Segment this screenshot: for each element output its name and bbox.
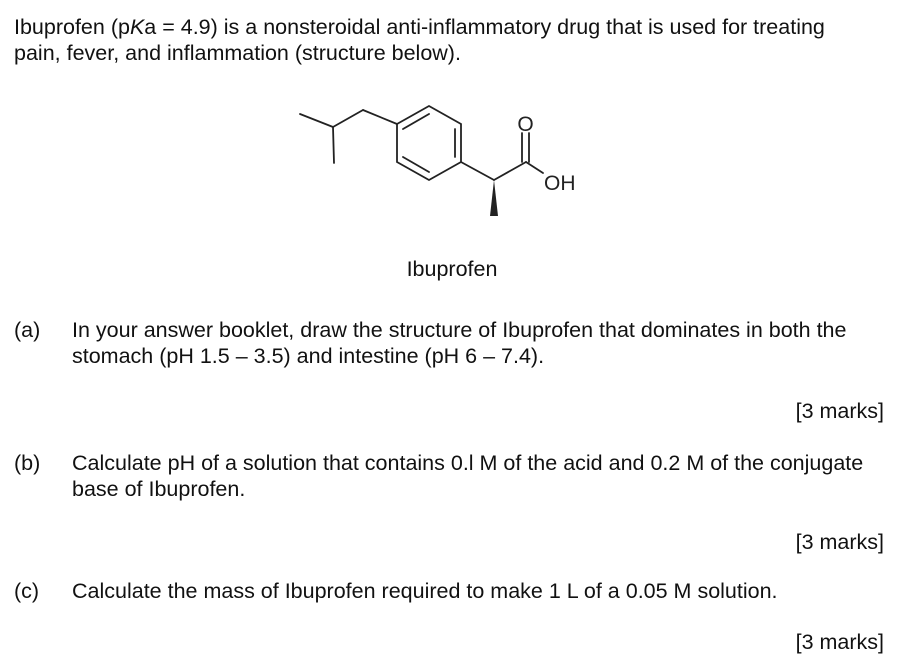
intro-text-rest: a = 4.9) is a nonsteroidal anti-inflammatory drug that is used for treating pain, fever, and inflammation (structure below). <box>14 15 825 65</box>
intro-paragraph <box>14 14 874 66</box>
question-text: Calculate pH of a solution that contains 0.l M of the acid and 0.2 M of the conjugate base of Ibuprofen. <box>72 451 864 501</box>
question-label: (b) <box>14 451 41 475</box>
question-c-marks: [3 marks] <box>795 630 884 654</box>
carbonyl-oxygen-label: O <box>517 113 534 136</box>
hydroxyl-label: OH <box>544 172 576 195</box>
question-label: (a) <box>14 318 41 342</box>
structure-caption: Ibuprofen <box>406 257 498 281</box>
question-label: (c) <box>14 579 40 603</box>
pka-italic-k: K <box>129 15 145 39</box>
question-a-marks: [3 marks] <box>795 399 884 423</box>
question-text: Calculate the mass of Ibuprofen required to make 1 L of a 0.05 M solution. <box>72 579 778 603</box>
intro-text-start: Ibuprofen (p <box>14 15 130 39</box>
question-b-marks: [3 marks] <box>795 530 884 554</box>
question-text: In your answer booklet, draw the structure of Ibuprofen that dominates in both the stomach (pH 1.5 – 3.5) and intestine (pH 6 – 7.4). <box>72 318 847 368</box>
ibuprofen-structure <box>290 100 610 230</box>
